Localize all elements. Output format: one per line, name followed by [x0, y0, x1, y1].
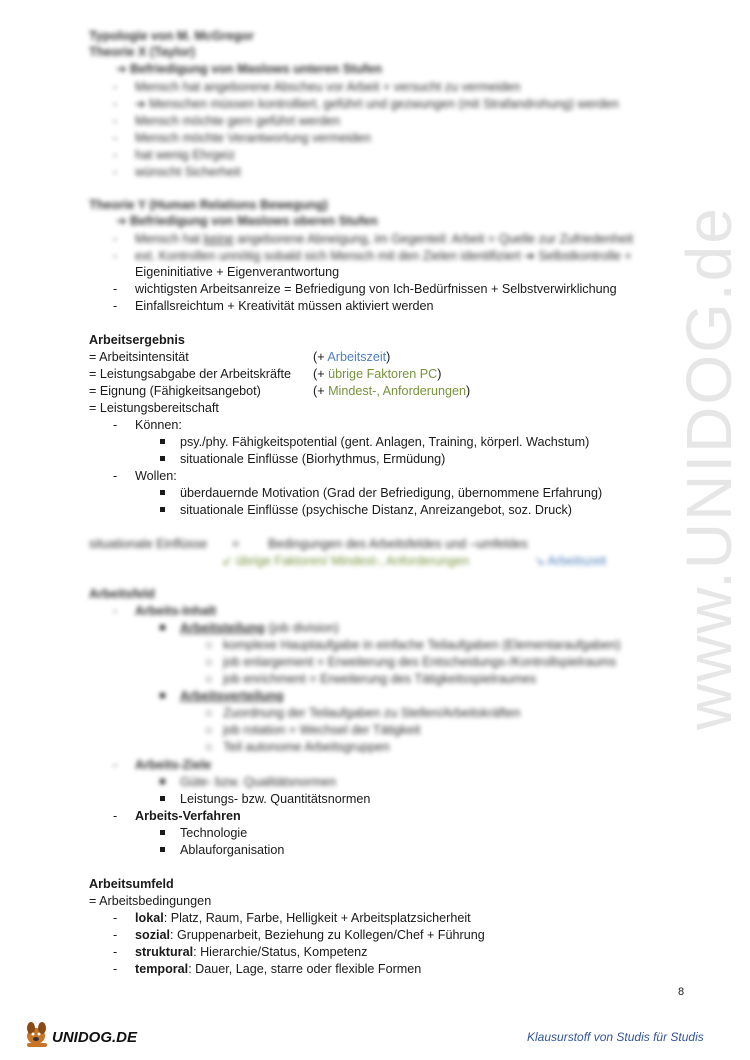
- theory-x-arrow: ➔ Befriedigung von Maslows unteren Stufen: [116, 62, 382, 76]
- leistungsbereitschaft: = Leistungsbereitschaft: [89, 401, 219, 415]
- page-number: 8: [678, 986, 685, 998]
- arbeits-inhalt: Arbeits-Inhalt: [135, 604, 217, 618]
- logo-text: UNIDOG.DE: [52, 1029, 138, 1046]
- unidog-logo: [22, 1014, 162, 1050]
- bullet-square: [160, 507, 165, 512]
- theory-y-arrow: ➔ Befriedigung von Maslows oberen Stufen: [116, 214, 378, 228]
- koennen-label: Können:: [135, 418, 182, 432]
- arbeitsteilung: Arbeitsteilung (job division): [180, 621, 339, 635]
- bullet-square: [160, 847, 165, 852]
- ergebnis-row-note: (+ Arbeitszeit): [313, 350, 391, 364]
- ergebnis-row-left: = Eignung (Fähigkeitsangebot): [89, 384, 261, 398]
- arbeitsbedingungen: = Arbeitsbedingungen: [89, 894, 212, 908]
- x-item: wünscht Sicherheit: [135, 165, 241, 179]
- teilung-item: ○ job enrichment = Erweiterung des Tätigkeitsspielraumes: [205, 672, 537, 686]
- teilung-item: ○ job enlargement = Erweiterung des Entscheidungs-/Kontrollspielraums: [205, 655, 617, 669]
- arbeitsfeld-heading: Arbeitsfeld: [89, 587, 155, 601]
- footer-slogan: Klausurstoff von Studis für Studis: [527, 1030, 704, 1044]
- bullet-square: [160, 830, 165, 835]
- x-item: Mensch möchte Verantwortung vermeiden: [135, 131, 371, 145]
- teilung-item: ○ komplexe Hauptaufgabe in einfache Teilaufgaben (Elementaraufgaben): [205, 638, 621, 652]
- verfahren-item: Technologie: [180, 826, 248, 840]
- umfeld-item: struktural: Hierarchie/Status, Kompetenz: [135, 945, 368, 959]
- y-item-1: Mensch hat keine angeborene Abneigung, im Gegenteil: Arbeit = Quelle zur Zufriedenheit: [135, 232, 634, 246]
- x-item: hat wenig Ehrgeiz: [135, 148, 236, 162]
- bullet-square: [160, 490, 165, 495]
- ergebnis-row-left: = Arbeitsintensität: [89, 350, 189, 364]
- einfluss-right: Bedingungen des Arbeitsfeldes und –umfeldes: [268, 537, 528, 551]
- ziele-item: Leistungs- bzw. Quantitätsnormen: [180, 792, 371, 806]
- koennen-item: psy./phy. Fähigkeitspotential (gent. Anlagen, Training, körperl. Wachstum): [180, 435, 590, 449]
- x-item: Mensch möchte gern geführt werden: [135, 114, 341, 128]
- umfeld-item: sozial: Gruppenarbeit, Beziehung zu Kollegen/Chef + Führung: [135, 928, 485, 942]
- einfluss-eq: =: [232, 537, 240, 551]
- einfluss-arrow-1: ↙ übrige Faktoren/ Mindest-, Anforderungen: [222, 554, 470, 568]
- document-page: www.UNIDOG.de Typologie von M. McGregor Theorie X (Taylor) ➔ Befriedigung von Maslows unteren Stufen - Mensch hat angeborene Abscheu vor Arbeit + versucht zu vermeiden - ➔ Menschen müssen kontrolliert, geführt und gezwungen (mit Strafandrohung) werden - Mensch möchte gern geführt werden - Mensch möchte Verantwortung vermeiden - hat wenig Ehrgeiz - wünscht Sicherheit Theorie Y (Human Relations Bewegung) ➔ Befriedigung von Maslows oberen Stufen - Mensch hat keine angeborene Abneigung, im Gegenteil: Arbeit = Quelle zur Zufriedenheit - ext. Kontrollen unnötig sobald sich Mensch mit den Zielen identifiziert ➔ Selbstkontrolle + Eigeninitiative + Eigenverantwortung - wichtigsten Arbeitsanreize = Befriedigung von Ich-Bedürfnissen + Selbstverwirklichung - Einfallsreichtum + Kreativität müssen aktiviert werden Arbeitsergebnis = Arbeitsintensität (+ Arbeitszeit) = Leistungsabgabe der Arbeitskräfte (+ übrige Faktoren PC) = Eignung (Fähigkeitsangebot) (+ Mindest-, Anforderungen) = Leistungsbereitschaft - Können: psy./phy. Fähigkeitspotential (gent. Anlagen, Training, körperl. Wachstum) situationale Einflüsse (Biorhythmus, Ermüdung) - Wollen: überdauernde Motivation (Grad der Befriedigung, übernommene Erfahrung) situationale Einflüsse (psychische Distanz, Anreizangebot, soz. Druck) situationale Einflüsse = Bedingungen des Arbeitsfeldes und –umfeldes ↙ übrige Faktoren/ Mindest-, Anforderungen ↘ Arbeitszeit Arbeitsfeld - Arbeits-Inhalt Arbeitsteilung (job division) ○ komplexe Hauptaufgabe in einfache Teilaufgaben (Elementaraufgaben) ○ job enlargement = Erweiterung des Entscheidungs-/Kontrollspielraums ○ job enrichment = Erweiterung des Tätigkeitsspielraumes Arbeitsverteilung ○ Zuordnung der Teilaufgaben zu Stellen/Arbeitskräften ○ job rotation = Wechsel der Tätigkeit ○ Teil autonome Arbeitsgruppen - Arbeits-Ziele Güte- bzw. Qualitätsnormen Leistungs- bzw. Quantitätsnormen - Arbeits-Verfahren Technologie Ablauforganisation Arbeitsumfeld = Arbeitsbedingungen - lokal: Platz, Raum, Farbe, Helligkeit + Arbeitsplatzsicherheit - sozial: Gruppenarbeit, Beziehung zu Kollegen/Chef + Führung - struktural: Hierarchie/Status, Kompetenz - temporal: Dauer, Lage, starre oder flexible Formen 8 UNIDOG.DE Klausurstoff von Studis für Studis: [0, 0, 750, 1060]
- arbeits-verfahren: Arbeits-Verfahren: [135, 809, 241, 823]
- theory-x-heading: Theorie X (Taylor): [89, 45, 196, 59]
- verteilung-item: ○ Zuordnung der Teilaufgaben zu Stellen/Arbeitskräften: [205, 706, 521, 720]
- umfeld-item: lokal: Platz, Raum, Farbe, Helligkeit + Arbeitsplatzsicherheit: [135, 911, 471, 925]
- y-item-3: wichtigsten Arbeitsanreize = Befriedigung von Ich-Bedürfnissen + Selbstverwirklichung: [135, 282, 617, 296]
- bullet-square: [160, 796, 165, 801]
- ergebnis-row-note: (+ übrige Faktoren PC): [313, 367, 442, 381]
- wollen-item: überdauernde Motivation (Grad der Befriedigung, übernommene Erfahrung): [180, 486, 603, 500]
- umfeld-item: temporal: Dauer, Lage, starre oder flexible Formen: [135, 962, 422, 976]
- ergebnis-row-note: (+ Mindest-, Anforderungen): [313, 384, 471, 398]
- watermark: www.UNIDOG.de: [673, 206, 745, 730]
- theory-y-heading: Theorie Y (Human Relations Bewegung): [89, 198, 328, 212]
- koennen-item: situationale Einflüsse (Biorhythmus, Ermüdung): [180, 452, 446, 466]
- arbeitsergebnis-heading: Arbeitsergebnis: [89, 333, 185, 347]
- verteilung-item: ○ job rotation = Wechsel der Tätigkeit: [205, 723, 421, 737]
- ergebnis-row-left: = Leistungsabgabe der Arbeitskräfte: [89, 367, 291, 381]
- arbeitsverteilung: Arbeitsverteilung: [180, 689, 284, 703]
- wollen-label: Wollen:: [135, 469, 177, 483]
- y-item-4: Einfallsreichtum + Kreativität müssen aktiviert werden: [135, 299, 434, 313]
- einfluss-arrow-2: ↘ Arbeitszeit: [534, 554, 607, 568]
- typology-title: Typologie von M. McGregor: [89, 29, 254, 43]
- x-item: ➔ Menschen müssen kontrolliert, geführt und gezwungen (mit Strafandrohung) werden: [135, 97, 619, 111]
- ziele-item: Güte- bzw. Qualitätsnormen: [180, 775, 337, 789]
- verteilung-item: ○ Teil autonome Arbeitsgruppen: [205, 740, 390, 754]
- verfahren-item: Ablauforganisation: [180, 843, 285, 857]
- einfluss-left: situationale Einflüsse: [89, 537, 208, 551]
- wollen-item: situationale Einflüsse (psychische Distanz, Anreizangebot, soz. Druck): [180, 503, 572, 517]
- arbeitsumfeld-heading: Arbeitsumfeld: [89, 877, 174, 891]
- y-item-2: ext. Kontrollen unnötig sobald sich Mensch mit den Zielen identifiziert ➔ Selbstkontrolle +: [135, 249, 632, 263]
- y-item-2-continuation: Eigeninitiative + Eigenverantwortung: [135, 265, 340, 279]
- x-item: Mensch hat angeborene Abscheu vor Arbeit + versucht zu vermeiden: [135, 80, 521, 94]
- bullet-square: [160, 439, 165, 444]
- bullet-square: [160, 456, 165, 461]
- arbeits-ziele: Arbeits-Ziele: [135, 758, 212, 772]
